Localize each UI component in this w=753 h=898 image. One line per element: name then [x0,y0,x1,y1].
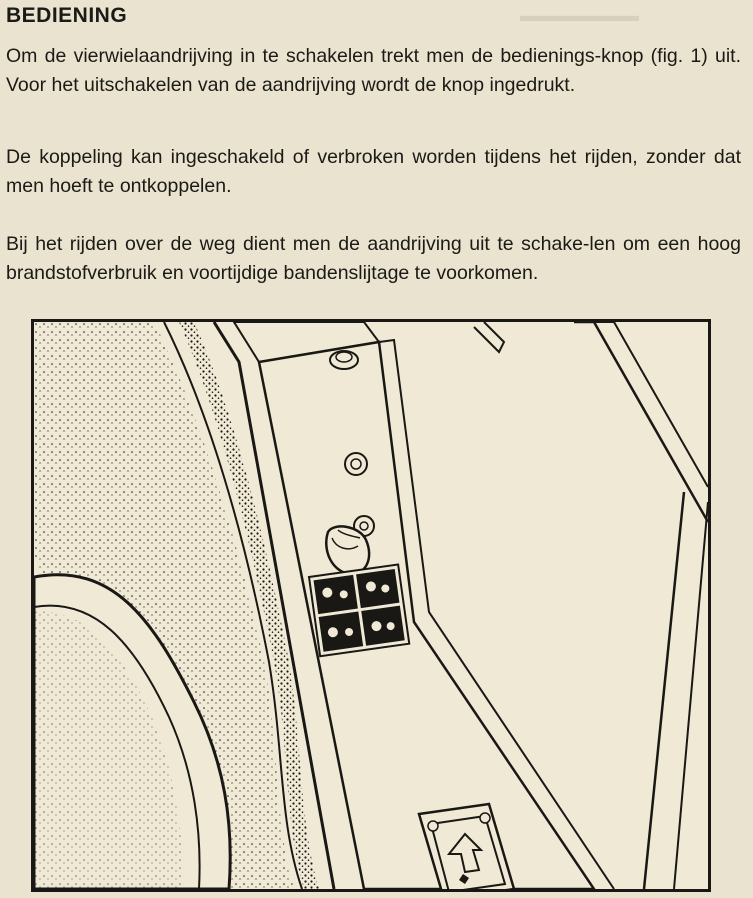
section-heading: BEDIENING [6,4,128,27]
bracket-top [474,322,504,352]
cab-post-right-2 [594,322,708,487]
cab-post-right-4 [674,502,708,889]
bleed-through: ▬▬▬▬▬▬▬ [520,6,639,25]
paragraph-engage: Om de vierwielaandrijving in te schakelen trekt men de bedienings-knop (fig. 1) uit. Voor het uitschakelen van de aandrijving wordt de knop ingedrukt. [6,45,741,96]
drive-decal [309,564,409,656]
paragraph-road: Bij het rijden over de weg dient men de aandrijving uit te schake-len om een hoog brandstofverbruik en voortijdige bandenslijtage te voorkomen. [6,233,741,284]
console-body [259,342,594,889]
figure-illustration [34,322,708,889]
figure-control-knob [31,319,711,892]
cab-post-right-3 [644,492,684,889]
cab-post-right [574,322,708,522]
paragraph-clutch: De koppeling kan ingeschakeld of verbroken worden tijdens het rijden, zonder dat men hoeft te ontkoppelen. [6,146,741,197]
small-knob [345,453,367,475]
bolt-top [330,351,358,369]
